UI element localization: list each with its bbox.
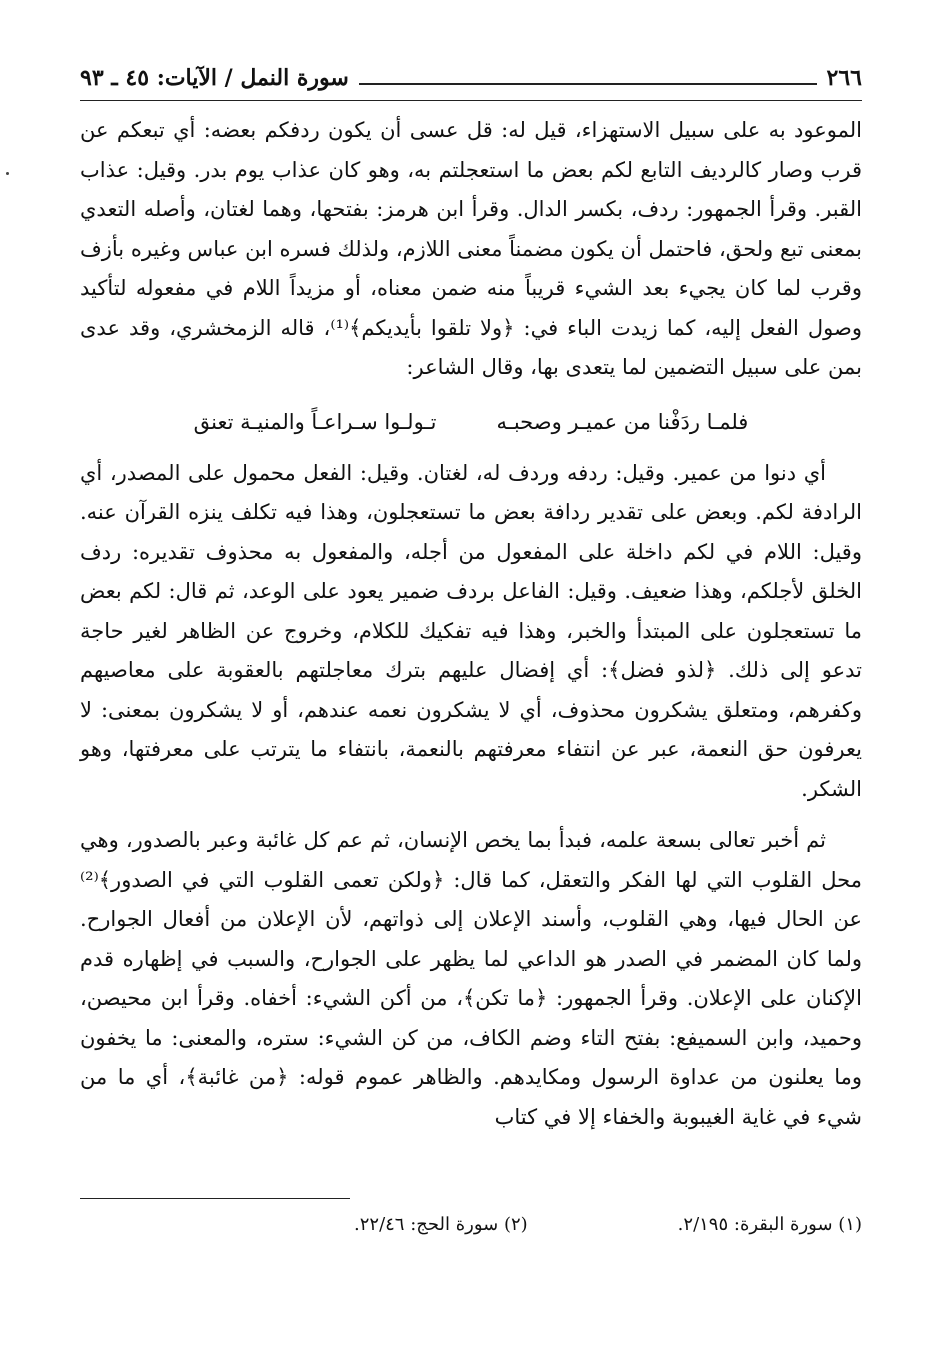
text-line: أي دنوا من عمير. وقيل: ردفه وردف له، لغتان. وقيل: الفعل محمول على: [188, 460, 826, 485]
text-line: تقديره: ردف الخلق لأجلكم، وهذا ضعيف. وقيل: الفاعل بردف ضمير يعود على: [80, 539, 862, 603]
text-line: أكن الشيء: أخفاه. وقرأ ابن محيصن، وحميد، وابن السميفع: بفتح التاء وضم الكاف،: [80, 986, 862, 1050]
page-header: [80, 60, 862, 101]
main-text: [80, 111, 862, 1137]
paragraph-1: [80, 111, 862, 388]
page-number: ٢٦٦: [826, 65, 862, 91]
footnote-rule: [80, 1198, 350, 1199]
text-line: الموعود به على سبيل الاستهزاء، قيل له: قل عسى أن يكون ردفكم بعضه: أي تبعكم عن: [80, 118, 862, 142]
text-line: وأصله التعدي بمعنى تبع ولحق، فاحتمل أن يكون مضمناً معنى اللازم، ولذلك فسره ابن: [80, 197, 862, 261]
paragraph-2: [80, 454, 862, 810]
text-line: من كن الشيء: ستره، والمعنى: ما يخفون وما يعلنون من عداوة الرسول ومكايدهم.: [80, 1025, 863, 1089]
poetry-verse: [80, 402, 862, 442]
text-line: ينزه القرآن عنه. وقيل: اللام في لكم داخلة على المفعول من أجله، والمفعول به محذوف: [80, 500, 862, 564]
verse-second-hemistich: تـولـوا سـراعـاً والمنيـة تعنق: [193, 409, 437, 434]
text-line: عباس وغيره بأزف وقرب لما كان يجيء بعد الشيء قريباً منه ضمن معناه، أو مزيداً اللام: [80, 236, 862, 300]
text-line: نعمه عندهم، أو لا يشكرون بمعنى: لا يعرفون حق النعمة، عبر عن انتفاء معرفتهم: [80, 697, 862, 761]
text-line: ثم أخبر تعالى بسعة علمه، فبدأ بما يخص الإنسان، ثم عم كل غائبة وعبر: [207, 828, 826, 852]
running-title: سورة النمل / الآيات: ٤٥ ـ ٩٣: [80, 65, 349, 91]
footnotes: [80, 1210, 862, 1240]
paragraph-gap: [80, 809, 862, 821]
text-line: التي في الصدور﴾⁽²⁾ عن الحال فيها، وهي القلوب، وأسند الإعلان إلى ذواتهم، لأن: [80, 867, 862, 931]
text-line: المصدر، أي الرادفة لكم. وبعض على تقدير ردافة بعض ما تستعجلون، وهذا فيه تكلف: [80, 460, 863, 524]
text-line: وخروج عن الظاهر لغير حاجة تدعو إلى ذلك. ﴿لذو فضل﴾: أي إفضال عليهم بترك: [80, 618, 862, 682]
text-line: الإعلان من أفعال الجوارح. ولما كان المضمر في الصدر هو الداعي لما يظهر على: [80, 907, 862, 971]
text-line: بالصدور، وهي محل القلوب التي لها الفكر والتعقل، كما قال: ﴿ولكن تعمى القلوب: [80, 828, 862, 892]
text-line: الجوارح، والسبب في إظهاره قدم الإكنان على الإعلان. وقرأ الجمهور: ﴿ما تكن﴾، من: [80, 946, 862, 1010]
text-line: بالنعمة، بانتفاء ما يترتب على معرفتها، وهو الشكر.: [80, 737, 862, 801]
paragraph-3: [80, 821, 862, 1137]
scan-speck: [6, 172, 9, 175]
text-line: في مفعوله لتأكيد وصول الفعل إليه، كما زيدت الباء في: ﴿ولا تلقوا بأيديكم﴾⁽¹⁾، قاله: [80, 276, 862, 340]
footnote-1: (١) سورة البقرة: ٢/١٩٥.: [677, 1214, 862, 1235]
verse-first-hemistich: فلمـا ردَفْنا من عميـر وصحبـه: [496, 409, 749, 434]
text-line: عذاب القبر. وقرأ الجمهور: ردف، بكسر الدال. وقرأ ابن هرمز: بفتحها، وهما لغتان،: [80, 157, 862, 221]
text-line: معاجلتهم بالعقوبة على معاصيهم وكفرهم، ومتعلق يشكرون محذوف، أي لا يشكرون: [80, 658, 862, 722]
text-line: قرب وصار كالرديف التابع لكم بعض ما استعجلتم به، وهو كان عذاب يوم بدر. وقيل:: [136, 157, 862, 182]
footnote-2: (٢) سورة الحج: ٢٢/٤٦.: [354, 1214, 528, 1235]
text-line: الوعد، ثم قال: لكم بعض ما تستعجلون على المبتدأ والخبر، وهذا فيه تفكيك للكلام،: [80, 579, 863, 643]
book-page: [80, 60, 863, 1235]
header-rule: [359, 83, 817, 85]
text-line: الزمخشري، وقد عدى بمن على سبيل التضمين لما يتعدى بها، وقال الشاعر:: [80, 315, 862, 379]
text-line: والظاهر عموم قوله: ﴿من غائبة﴾، أي ما من شيء في غاية الغيبوبة والخفاء إلا في كتاب: [80, 1065, 862, 1129]
